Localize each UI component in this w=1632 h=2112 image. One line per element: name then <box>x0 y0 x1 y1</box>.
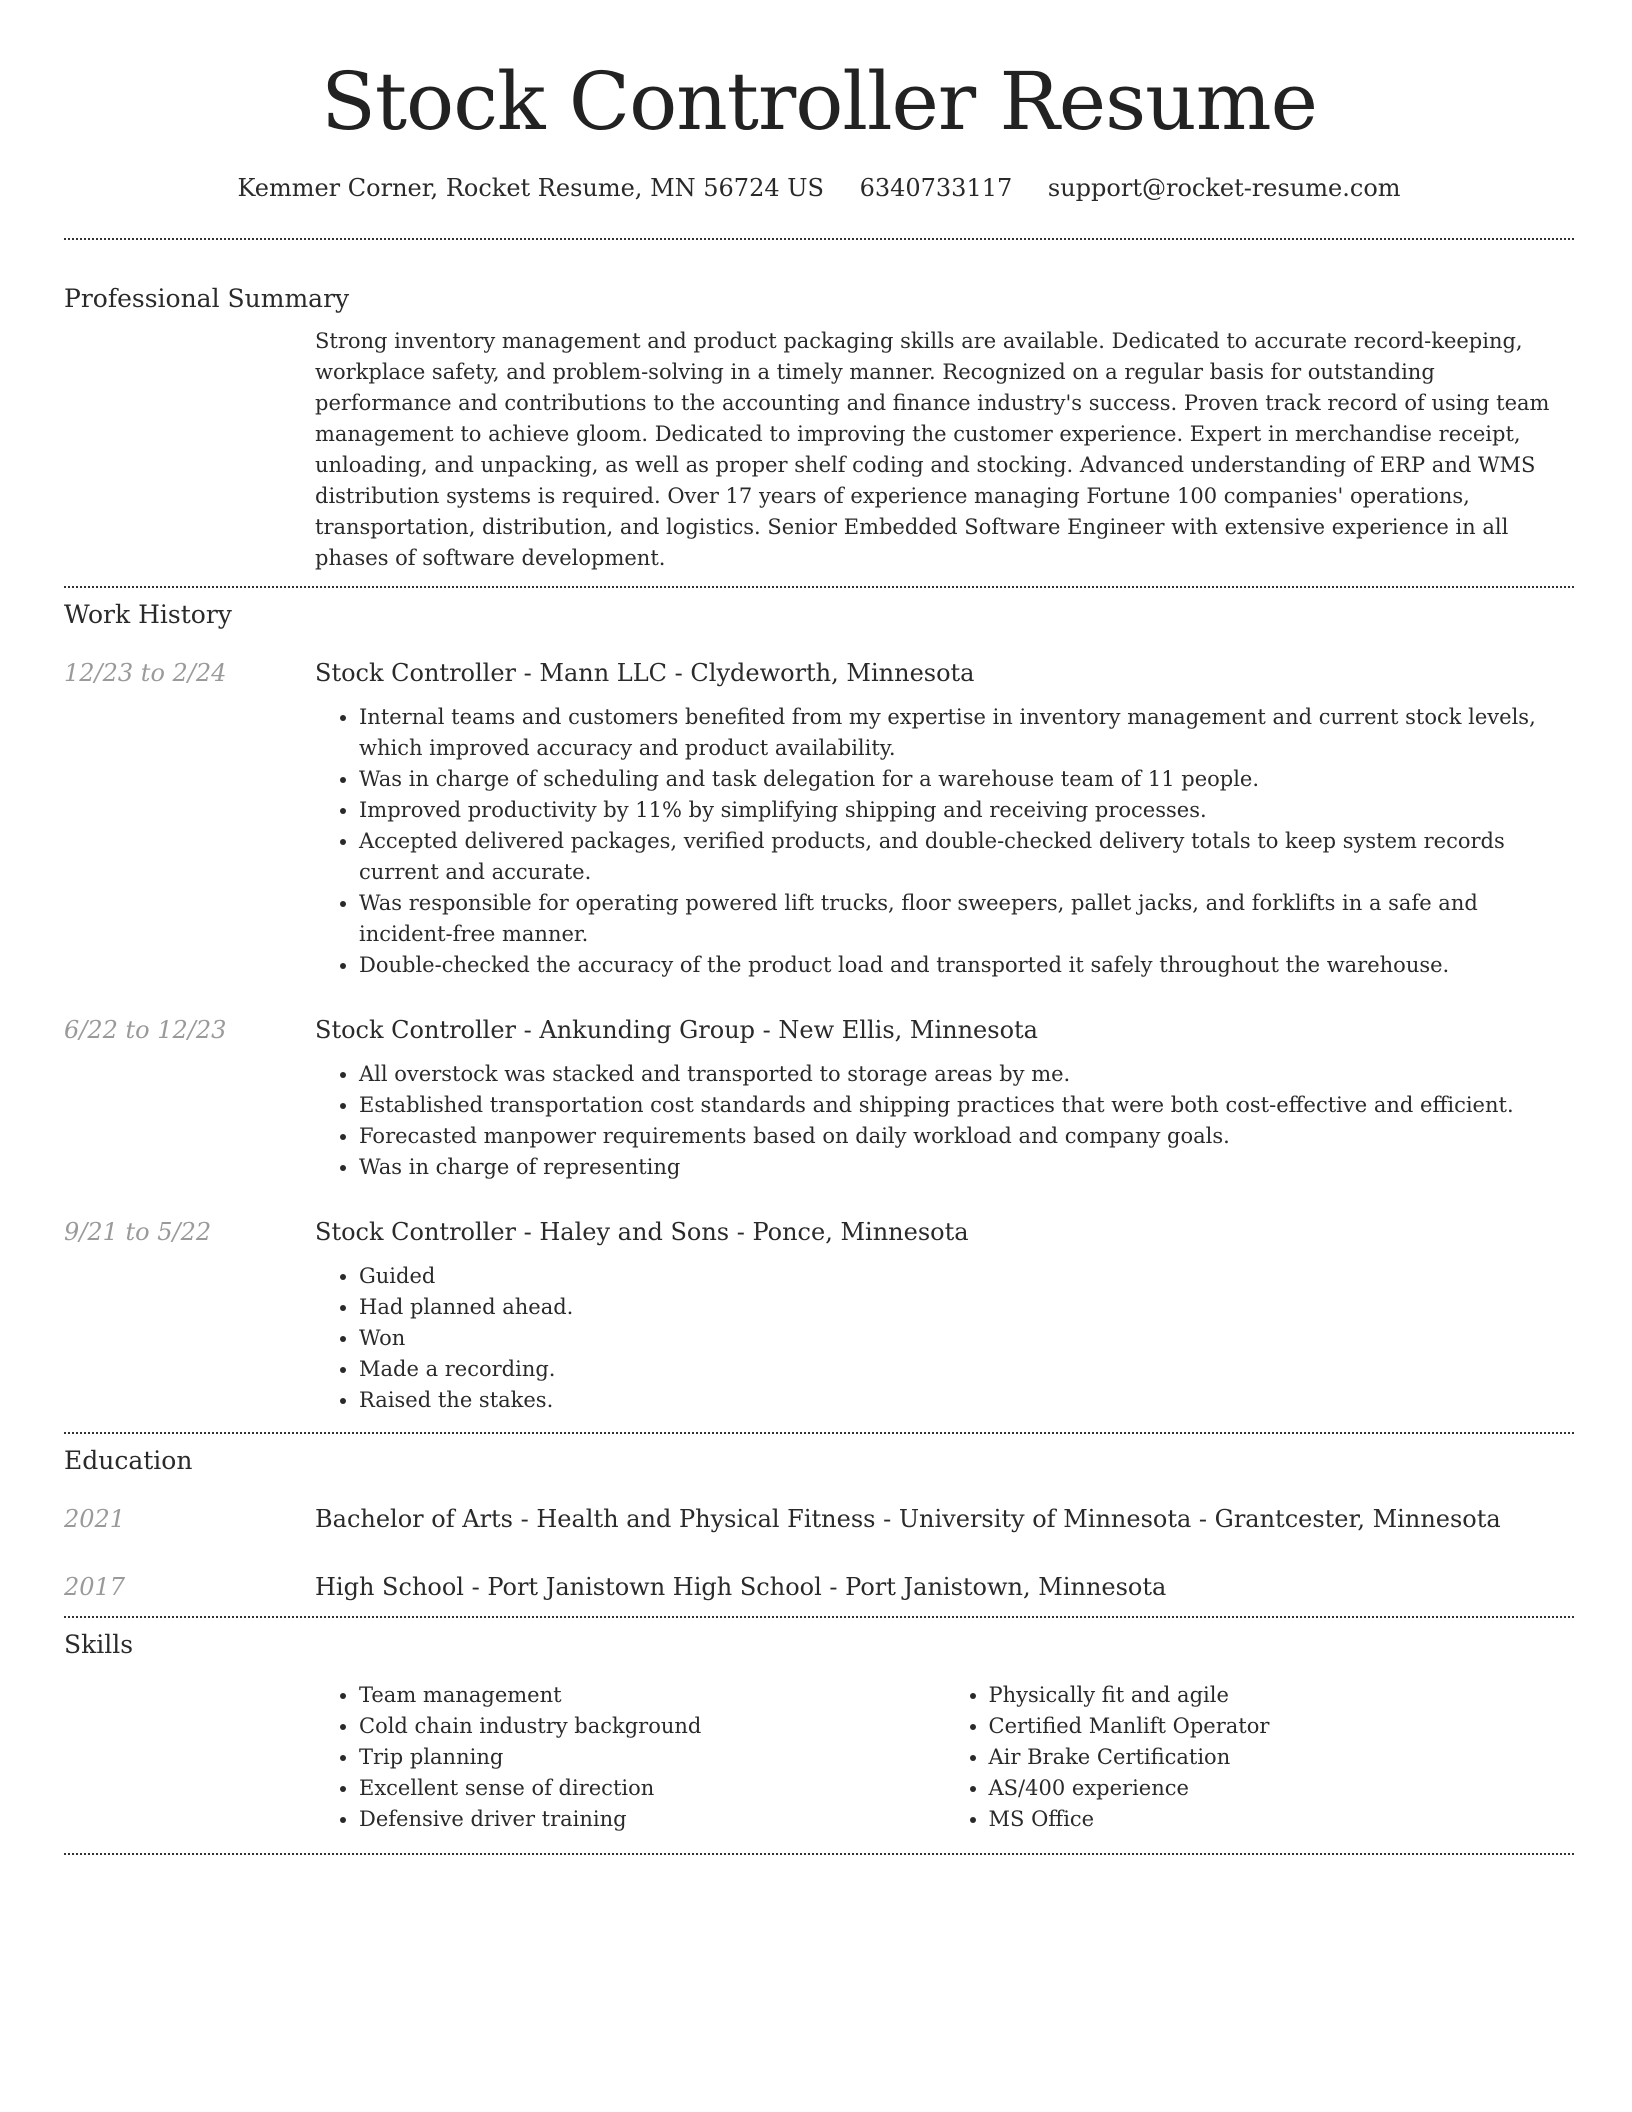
list-item: • Guided <box>359 1261 1574 1292</box>
list-item: • Made a recording. <box>359 1354 1574 1385</box>
summary-heading: Professional Summary <box>64 284 350 313</box>
skill-item: • Cold chain industry background <box>359 1711 945 1742</box>
education-text: High School - Port Janistown High School - Port Janistown, Minnesota <box>315 1573 1167 1601</box>
list-item: • Was responsible for operating powered lift trucks, floor sweepers, pallet jacks, and forklifts in a safe and incident-free manner. <box>359 888 1574 950</box>
resume-title: Stock Controller Resume <box>321 55 1317 148</box>
resume-page <box>64 0 1574 1855</box>
list-item: • Forecasted manpower requirements based on daily workload and company goals. <box>359 1121 1574 1152</box>
list-item: • Double-checked the accuracy of the product load and transported it safely throughout the warehouse. <box>359 950 1574 981</box>
job-entry <box>64 1013 1574 1183</box>
skills-row <box>64 1680 1574 1835</box>
skill-item: • Defensive driver training <box>359 1804 945 1835</box>
education-entry <box>64 1570 1574 1604</box>
job-bullets <box>315 702 1574 981</box>
contact-email: support@rocket-resume.com <box>1047 174 1401 202</box>
skills-heading: Skills <box>64 1630 134 1659</box>
job-dates: 6/22 to 12/23 <box>64 1016 227 1044</box>
list-item: • Established transportation cost standards and shipping practices that were both cost-effective and efficient. <box>359 1090 1574 1121</box>
job-bullets <box>315 1059 1574 1183</box>
list-item: • Won <box>359 1323 1574 1354</box>
list-item: • All overstock was stacked and transported to storage areas by me. <box>359 1059 1574 1090</box>
work-heading: Work History <box>64 600 232 629</box>
job-dates: 9/21 to 5/22 <box>64 1218 212 1246</box>
skill-item: • MS Office <box>989 1804 1575 1835</box>
contact-phone: 6340733117 <box>859 174 1013 202</box>
list-item: • Was in charge of representing <box>359 1152 1574 1183</box>
divider <box>64 1853 1574 1855</box>
skill-item: • Certified Manlift Operator <box>989 1711 1575 1742</box>
skill-item: • Trip planning <box>359 1742 945 1773</box>
job-entry <box>64 656 1574 981</box>
contact-address: Kemmer Corner, Rocket Resume, MN 56724 US <box>237 174 824 202</box>
skill-item: • Air Brake Certification <box>989 1742 1575 1773</box>
list-item: • Raised the stakes. <box>359 1385 1574 1416</box>
summary-row <box>64 326 1574 574</box>
job-title: Stock Controller - Haley and Sons - Ponce, Minnesota <box>315 1218 969 1246</box>
divider <box>64 586 1574 588</box>
job-title: Stock Controller - Mann LLC - Clydeworth, Minnesota <box>315 659 975 687</box>
education-text: Bachelor of Arts - Health and Physical Fitness - University of Minnesota - Grantcester, Minnesota <box>315 1505 1501 1533</box>
list-item: • Internal teams and customers benefited from my expertise in inventory management and current stock levels, which improved accuracy and product availability. <box>359 702 1574 764</box>
divider <box>64 1616 1574 1618</box>
job-title: Stock Controller - Ankunding Group - New Ellis, Minnesota <box>315 1016 1038 1044</box>
skill-item: • AS/400 experience <box>989 1773 1575 1804</box>
summary-text: Strong inventory management and product packaging skills are available. Dedicated to accurate record-keeping, workplace safety, and problem-solving in a timely manner. Recognized on a regular basis for outstanding performance and contributions to the accounting and finance industry's success. Proven track record of using team management to achieve gloom. Dedicated to improving the customer experience. Expert in merchandise receipt, unloading, and unpacking, as well as proper shelf coding and stocking. Advanced understanding of ERP and WMS distribution systems is required. Over 17 years of experience managing Fortune 100 companies' operations, transportation, distribution, and logistics. Senior Embedded Software Engineer with extensive experience in all phases of software development. <box>315 329 1550 570</box>
job-dates: 12/23 to 2/24 <box>64 659 227 687</box>
education-year: 2021 <box>64 1505 126 1533</box>
skills-list-left <box>315 1680 945 1835</box>
skill-item: • Excellent sense of direction <box>359 1773 945 1804</box>
divider <box>64 238 1574 240</box>
list-item: • Accepted delivered packages, verified products, and double-checked delivery totals to keep system records current and accurate. <box>359 826 1574 888</box>
job-bullets <box>315 1261 1574 1416</box>
contact-line <box>64 172 1574 204</box>
list-item: • Was in charge of scheduling and task delegation for a warehouse team of 11 people. <box>359 764 1574 795</box>
education-year: 2017 <box>64 1573 126 1601</box>
job-entry <box>64 1215 1574 1416</box>
skill-item: • Team management <box>359 1680 945 1711</box>
skill-item: • Physically fit and agile <box>989 1680 1575 1711</box>
skills-list-right <box>945 1680 1575 1835</box>
education-entry <box>64 1502 1574 1536</box>
education-heading: Education <box>64 1446 193 1475</box>
divider <box>64 1432 1574 1434</box>
list-item: • Had planned ahead. <box>359 1292 1574 1323</box>
list-item: • Improved productivity by 11% by simplifying shipping and receiving processes. <box>359 795 1574 826</box>
